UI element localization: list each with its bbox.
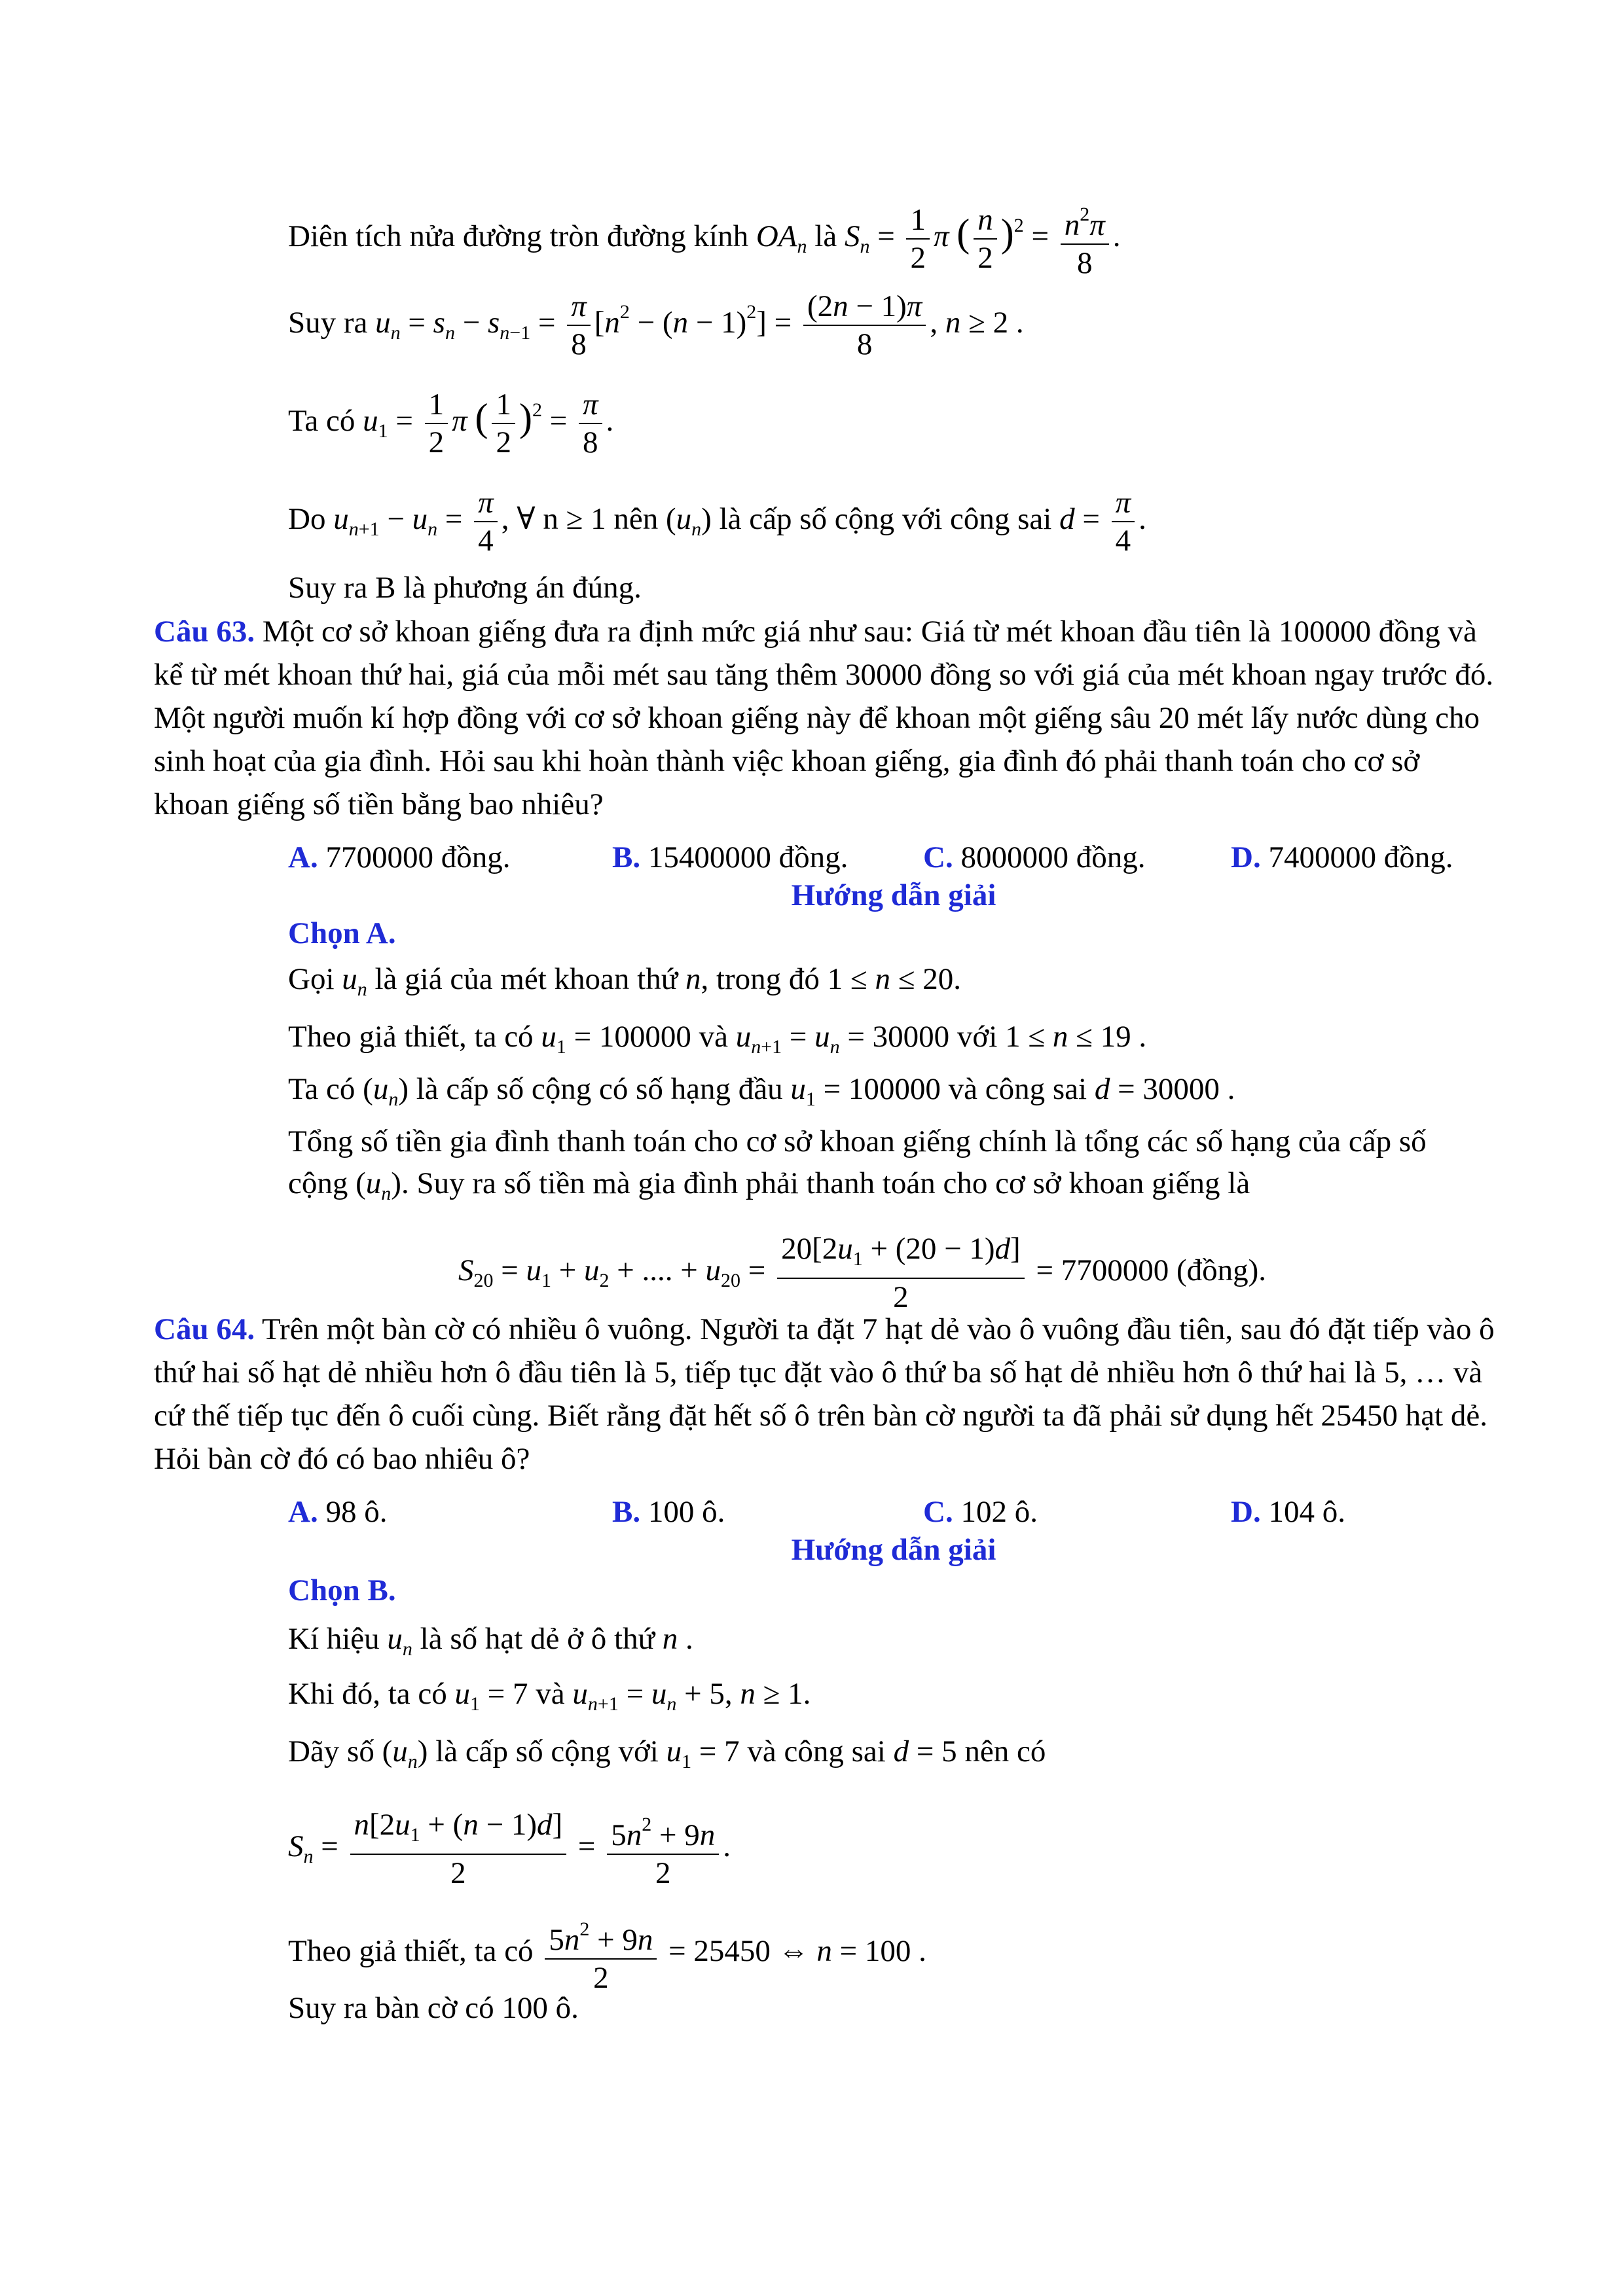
question-63-text: Một cơ sở khoan giếng đưa ra định mức giá như sau: Giá từ mét khoan đầu tiên là 100000 đồng và kể từ mét khoan thứ hai, giá của mỗi mét sau tăng thêm 30000 đồng so với giá của mét khoan ngay trước đó. Một người muốn kí hợp đồng với cơ sở khoan giếng này để khoan một giếng sâu 20 mét lấy nước dùng cho sinh hoạt của gia đình. Hỏi sau khi hoàn thành việc khoan giếng, gia đình đó phải thanh toán cho cơ sở khoan giếng số tiền bằng bao nhiêu?: [154, 615, 1494, 821]
prev-line-1-la: là: [814, 219, 837, 253]
prev-line-1-text: Diên tích nửa đường tròn đường kính: [288, 219, 749, 253]
q64-option-d[interactable]: D. 104 ô.: [1231, 1495, 1345, 1529]
q64-step-2: Khi đó, ta có $u_1 = 7$ và $u_{n+1} = u_n + 5$, n ≥ 1.: [288, 1677, 811, 1715]
q64-step-5: Theo giả thiết, ta có $\frac{5n^2 + 9n}{2}$ = 25450 ⇔ n = 100 .: [288, 1911, 926, 1996]
q63-step-1: Gọi $u_n$ là giá của mét khoan thứ n, trong đó 1 ≤ n ≤ 20.: [288, 962, 961, 1000]
q63-option-b[interactable]: B. 15400000 đồng.: [612, 840, 848, 874]
prev-line-5: Suy ra B là phương án đúng.: [288, 571, 642, 605]
prev-line-4-rest: là cấp số cộng với công sai: [719, 501, 1052, 536]
q63-option-a[interactable]: A. 7700000 đồng.: [288, 840, 511, 874]
q63-step-5: cộng $(u_n)$. Suy ra số tiền mà gia đình phải thanh toán cho cơ sở khoan giếng là: [288, 1166, 1250, 1204]
formula-un-diff: $u_n = s_n - s_{n-1}$ = $\frac{\pi}{8}$ $[n^2 - (n - 1)^2]$ = $\frac{(2n - 1)\pi}{8}$ , n ≥ 2 .: [375, 289, 1024, 361]
q63-step-4: Tổng số tiền gia đình thanh toán cho cơ sở khoan giếng chính là tổng các số hạng của cấp số: [288, 1124, 1427, 1158]
prev-line-3-text: Ta có: [288, 403, 356, 438]
prev-line-1: Diên tích nửa đường tròn đường kính $OA_n$ là $S_n$ = $\frac{1}{2}$ π ( $\frac{n}{2}$ )$^2$ = $\frac{n^2\pi}{8}$ .: [288, 196, 1121, 281]
oa-symbol: OA: [756, 219, 797, 253]
q64-options: [288, 1494, 1499, 1533]
q64-step-1: Kí hiệu $u_n$ là số hạt dẻ ở ô thứ n .: [288, 1622, 693, 1660]
formula-diff-const: $u_{n+1} - u_n$ = $\frac{\pi}{4}$ , ∀ n ≥ 1: [333, 486, 614, 558]
q64-sum-formula: $S_n$ = $\frac{n[2u_1 + (n - 1)d]}{2}$ = $\frac{5n^2 + 9n}{2}$ .: [288, 1808, 731, 1890]
prev-line-3: [288, 386, 613, 461]
formula-sn-area: $S_n$ = $\frac{1}{2}$ π ( $\frac{n}{2}$ )$^2$ = $\frac{n^2\pi}{8}$ .: [845, 219, 1121, 253]
prev-line-4-nen: nên: [613, 501, 659, 536]
q64-guide-title: Hướng dẫn giải: [791, 1533, 996, 1567]
q64-option-b[interactable]: B. 100 ô.: [612, 1495, 725, 1529]
question-63-label: Câu 63.: [154, 615, 255, 649]
q64-step-6: Suy ra bàn cờ có 100 ô.: [288, 1991, 579, 2025]
q63-option-c[interactable]: C. 8000000 đồng.: [923, 840, 1146, 874]
q64-choice: Chọn B.: [288, 1573, 396, 1607]
formula-d-pi4: d = $\frac{\pi}{4}$ .: [1059, 486, 1146, 558]
question-64-text: Trên một bàn cờ có nhiều ô vuông. Người ta đặt 7 hạt dẻ vào ô vuông đầu tiên, sau đó đặt tiếp vào ô thứ hai số hạt dẻ nhiều hơn ô đầu tiên là 5, tiếp tục đặt vào ô thứ ba số hạt dẻ nhiều hơn ô thứ hai là 5, … và cứ thế tiếp tục đến ô cuối cùng. Biết rằng đặt hết số ô trên bàn cờ người ta đã phải sử dụng hết 25450 hạt dẻ. Hỏi bàn cờ đó có bao nhiêu ô?: [154, 1312, 1495, 1476]
q63-option-d[interactable]: D. 7400000 đồng.: [1231, 840, 1453, 874]
q64-step-3: Dãy số $(u_n)$ là cấp số cộng với $u_1 = 7$ và công sai d = 5 nên có: [288, 1734, 1046, 1772]
formula-u1: $u_1$ = $\frac{1}{2}$ π ( $\frac{1}{2}$ )$^2$ = $\frac{\pi}{8}$ .: [363, 387, 614, 459]
question-64: [154, 1308, 1496, 1480]
prev-line-2: [288, 288, 1024, 363]
q64-option-a[interactable]: A. 98 ô.: [288, 1495, 388, 1529]
question-64-label: Câu 64.: [154, 1312, 255, 1346]
q63-choice: Chọn A.: [288, 916, 396, 950]
question-63: [154, 610, 1496, 826]
q63-sum-formula: $S_{20} = u_1 + u_2$ + .... + $u_{20}$ = $\frac{20[2u_1 + (20 - 1)d]}{2}$ = 7700000 (đồng).: [458, 1232, 1267, 1314]
prev-line-4-do: Do: [288, 501, 326, 536]
q64-option-c[interactable]: C. 102 ô.: [923, 1495, 1038, 1529]
q63-options: [288, 839, 1499, 878]
q63-step-2: Theo giả thiết, ta có $u_1 = 100000$ và $u_{n+1} = u_n = 30000$ với 1 ≤ n ≤ 19 .: [288, 1020, 1147, 1058]
prev-line-2-text: Suy ra: [288, 305, 368, 340]
prev-line-4: Do $u_{n+1} - u_n$ = $\frac{\pi}{4}$ , ∀ n ≥ 1 nên $(u_n)$ là cấp số cộng với công sai d = $\frac{\pi}{4}$ .: [288, 486, 1146, 558]
q63-step-3: Ta có $(u_n)$ là cấp số cộng có số hạng đầu $u_1 = 100000$ và công sai d = 30000 .: [288, 1072, 1235, 1110]
q63-guide-title: Hướng dẫn giải: [791, 878, 996, 912]
